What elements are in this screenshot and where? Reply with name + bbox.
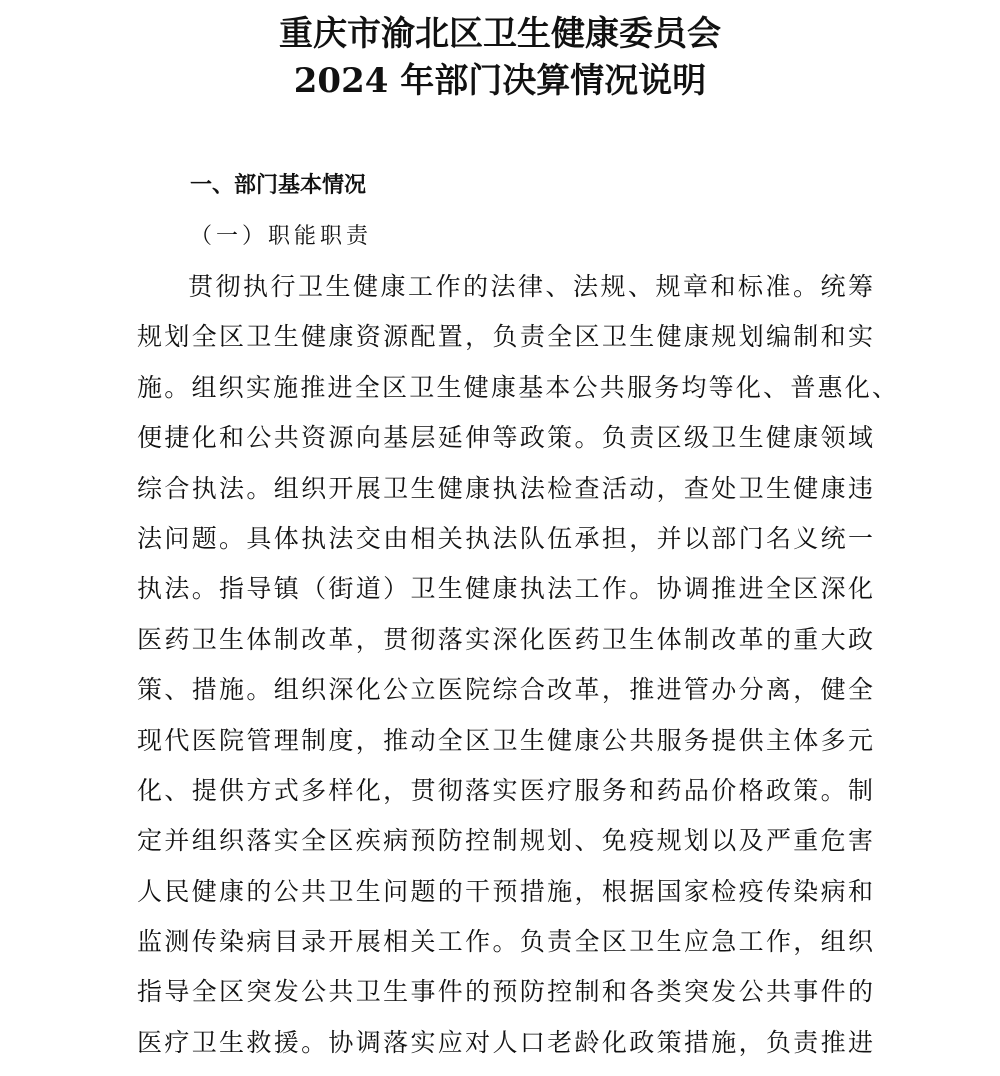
paragraph-line: 现代医院管理制度，推动全区卫生健康公共服务提供主体多元 [137,725,873,755]
paragraph-line: 策、措施。组织深化公立医院综合改革，推进管办分离，健全 [137,675,873,705]
document-title-line2: 2024 年部门决算情况说明 [293,61,707,101]
section-heading: 一、部门基本情况 [190,173,367,198]
paragraph-line: 贯彻执行卫生健康工作的法律、法规、规章和标准。统筹 [188,272,873,301]
paragraph-line: 综合执法。组织开展卫生健康执法检查活动，查处卫生健康违 [137,473,873,503]
subsection-heading: （一）职能职责 [190,224,373,249]
paragraph-line: 施。组织实施推进全区卫生健康基本公共服务均等化、普惠化、 [137,372,897,402]
paragraph-line: 医药卫生体制改革，贯彻落实深化医药卫生体制改革的重大政 [137,624,873,654]
paragraph-line: 监测传染病目录开展相关工作。负责全区卫生应急工作，组织 [137,927,873,957]
paragraph-line: 医疗卫生救援。协调落实应对人口老龄化政策措施，负责推进 [137,1027,873,1057]
paragraph-line: 规划全区卫生健康资源配置，负责全区卫生健康规划编制和实 [137,322,873,352]
paragraph-line: 执法。指导镇（街道）卫生健康执法工作。协调推进全区深化 [137,574,873,604]
paragraph-line: 便捷化和公共资源向基层延伸等政策。负责区级卫生健康领域 [137,423,873,453]
body-paragraph [137,270,897,1076]
paragraph-line: 化、提供方式多样化，贯彻落实医疗服务和药品价格政策。制 [137,775,873,805]
document-title-line1: 重庆市渝北区卫生健康委员会 [279,14,721,54]
paragraph-line: 人民健康的公共卫生问题的干预措施，根据国家检疫传染病和 [137,876,873,906]
paragraph-line: 法问题。具体执法交由相关执法队伍承担，并以部门名义统一 [137,523,873,553]
paragraph-line: 定并组织落实全区疾病预防控制规划、免疫规划以及严重危害 [137,826,873,856]
paragraph-line: 指导全区突发公共卫生事件的预防控制和各类突发公共事件的 [137,977,873,1007]
